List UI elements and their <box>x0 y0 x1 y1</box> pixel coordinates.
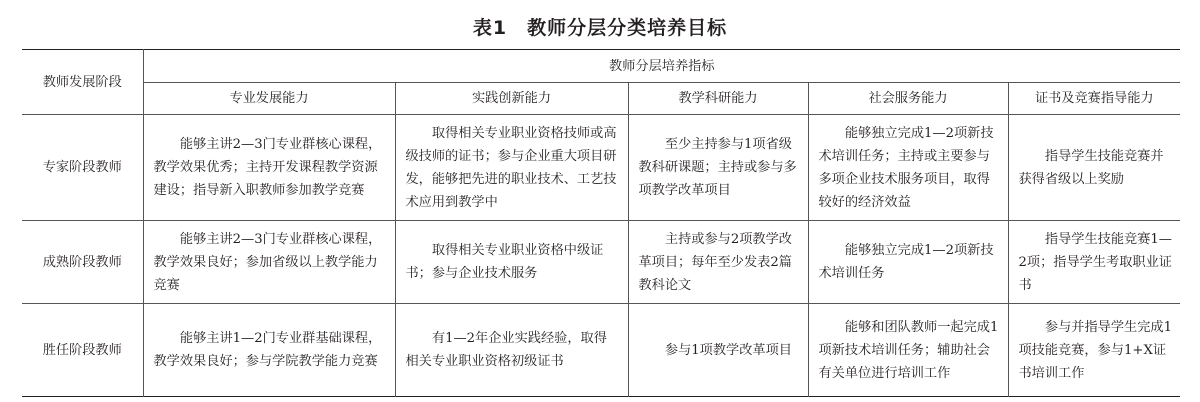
table-cell: 能够独立完成1—2项新技术培训任务 <box>808 221 1008 304</box>
header-row-2 <box>22 83 1180 115</box>
table-cell: 有1—2年企业实践经验，取得相关专业职业资格初级证书 <box>395 304 628 397</box>
stage-cell: 成熟阶段教师 <box>22 221 143 304</box>
table-cell: 指导学生技能竞赛1—2项；指导学生考取职业证书 <box>1008 221 1180 304</box>
table-cell: 参与1项教学改革项目 <box>628 304 808 397</box>
stage-cell: 胜任阶段教师 <box>22 304 143 397</box>
table-cell: 能够主讲2—3门专业群核心课程，教学效果优秀；主持开发课程教学资源建设；指导新入职教师参加教学竞赛 <box>143 115 395 221</box>
column-header: 社会服务能力 <box>808 83 1008 115</box>
indicator-group-header: 教师分层培养指标 <box>143 50 1180 83</box>
table-cell: 主持或参与2项教学改革项目；每年至少发表2篇教科论文 <box>628 221 808 304</box>
table-row <box>22 115 1180 221</box>
table-row <box>22 221 1180 304</box>
column-header: 专业发展能力 <box>143 83 395 115</box>
training-goals-table <box>22 49 1180 397</box>
column-header: 实践创新能力 <box>395 83 628 115</box>
table-cell: 能够主讲1—2门专业群基础课程，教学效果良好；参与学院教学能力竞赛 <box>143 304 395 397</box>
table-cell: 至少主持参与1项省级教科研课题；主持或参与多项教学改革项目 <box>628 115 808 221</box>
table-cell: 能够独立完成1—2项新技术培训任务；主持或主要参与多项企业技术服务项目，取得较好的经济效益 <box>808 115 1008 221</box>
stage-cell: 专家阶段教师 <box>22 115 143 221</box>
table-cell: 能够和团队教师一起完成1项新技术培训任务；辅助社会有关单位进行培训工作 <box>808 304 1008 397</box>
header-row-1 <box>22 50 1180 83</box>
column-header: 教学科研能力 <box>628 83 808 115</box>
column-header: 证书及竞赛指导能力 <box>1008 83 1180 115</box>
table-cell: 能够主讲2—3门专业群核心课程，教学效果良好；参加省级以上教学能力竞赛 <box>143 221 395 304</box>
table-row <box>22 304 1180 397</box>
stage-header: 教师发展阶段 <box>22 50 143 115</box>
table-title: 表1 教师分层分类培养目标 <box>472 17 728 39</box>
table-cell: 指导学生技能竞赛并获得省级以上奖励 <box>1008 115 1180 221</box>
table-cell: 取得相关专业职业资格中级证书；参与企业技术服务 <box>395 221 628 304</box>
table-cell: 参与并指导学生完成1项技能竞赛，参与1+X证书培训工作 <box>1008 304 1180 397</box>
table-cell: 取得相关专业职业资格技师或高级技师的证书；参与企业重大项目研发，能够把先进的职业技术、工艺技术应用到教学中 <box>395 115 628 221</box>
